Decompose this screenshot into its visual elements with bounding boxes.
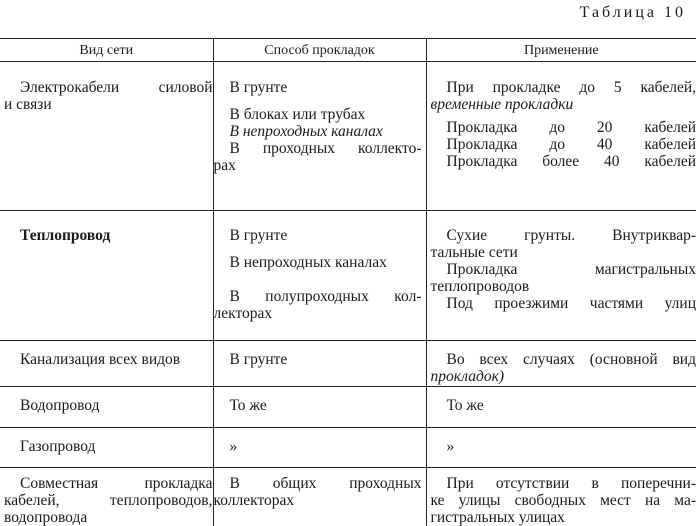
application-text: Прокладка магистральных: [431, 261, 696, 278]
header-laying-method: Способ прокладок: [213, 39, 426, 62]
header-network-type: Вид сети: [0, 39, 213, 62]
table-row: [0, 468, 696, 526]
network-type-text: Теплопровод: [4, 227, 213, 244]
utility-networks-table: [0, 38, 696, 526]
laying-method-cell: [213, 428, 426, 468]
network-type-cell: [0, 428, 213, 468]
application-text: прокладок): [431, 368, 696, 385]
application-text: Под проезжими частями улиц: [431, 295, 696, 312]
application-cell: [426, 341, 696, 387]
application-cell: [426, 468, 696, 526]
application-text: теплопроводов: [431, 278, 696, 295]
laying-method-cell: [213, 62, 426, 211]
laying-method-cell: [213, 211, 426, 341]
table-row: [0, 428, 696, 468]
application-cell: [426, 387, 696, 428]
table-caption: Таблица 10: [580, 4, 686, 21]
method-text: В полупроходных кол-: [214, 288, 422, 305]
method-text: В непроходных каналах: [214, 254, 422, 271]
network-type-cell: [0, 468, 213, 526]
application-text: Прокладка до 20 кабелей: [431, 119, 696, 136]
application-text: При прокладке до 5 кабелей,: [431, 79, 696, 96]
table-row: [0, 387, 696, 428]
network-type-cell: [0, 387, 213, 428]
application-text: При отсутствии в поперечни-: [431, 475, 696, 492]
network-type-text: и связи: [4, 96, 213, 113]
table-row: [0, 341, 696, 387]
application-text: временные прокладки: [431, 96, 696, 113]
method-text: В грунте: [214, 79, 422, 96]
laying-method-cell: [213, 387, 426, 428]
network-type-text: Электрокабели силовой: [4, 79, 213, 96]
network-type-text: Водопровод: [4, 397, 213, 414]
method-text: В блоках или трубах: [214, 106, 422, 123]
network-type-text: Совместная прокладка: [4, 475, 213, 492]
network-type-text: кабелей, теплопроводов,: [4, 492, 213, 509]
method-text: В общих проходных: [214, 475, 422, 492]
method-text: лекторах: [214, 305, 422, 322]
method-text: В грунте: [214, 227, 422, 244]
method-text: »: [214, 438, 422, 455]
method-text: В проходных коллекто-: [214, 140, 422, 157]
method-text: рах: [214, 157, 422, 174]
application-text: гистральных улицах: [431, 509, 696, 526]
laying-method-cell: [213, 468, 426, 526]
application-text: Сухие грунты. Внутриквар-: [431, 227, 696, 244]
method-text: В непроходных каналах: [214, 123, 422, 140]
application-cell: [426, 428, 696, 468]
table-row: [0, 62, 696, 211]
application-text: То же: [431, 397, 696, 414]
application-cell: [426, 62, 696, 211]
network-type-cell: [0, 341, 213, 387]
application-cell: [426, 211, 696, 341]
application-text: Прокладка более 40 кабелей: [431, 153, 696, 170]
method-text: коллекторах: [214, 492, 422, 509]
header-application: Применение: [426, 39, 696, 62]
application-text: тальные сети: [431, 244, 696, 261]
network-type-cell: [0, 211, 213, 341]
method-text: То же: [214, 397, 422, 414]
laying-method-cell: [213, 341, 426, 387]
network-type-cell: [0, 62, 213, 211]
method-text: В грунте: [214, 351, 422, 368]
application-text: ке улицы свободных мест на ма-: [431, 492, 696, 509]
table-row: [0, 211, 696, 341]
network-type-text: Газопровод: [4, 438, 213, 455]
network-type-text: водопровода: [4, 509, 213, 526]
table-header-row: [0, 39, 696, 62]
application-text: Прокладка до 40 кабелей: [431, 136, 696, 153]
application-text: »: [431, 438, 696, 455]
network-type-text: Канализация всех видов: [4, 351, 213, 368]
application-text: Во всех случаях (основной вид: [431, 351, 696, 368]
